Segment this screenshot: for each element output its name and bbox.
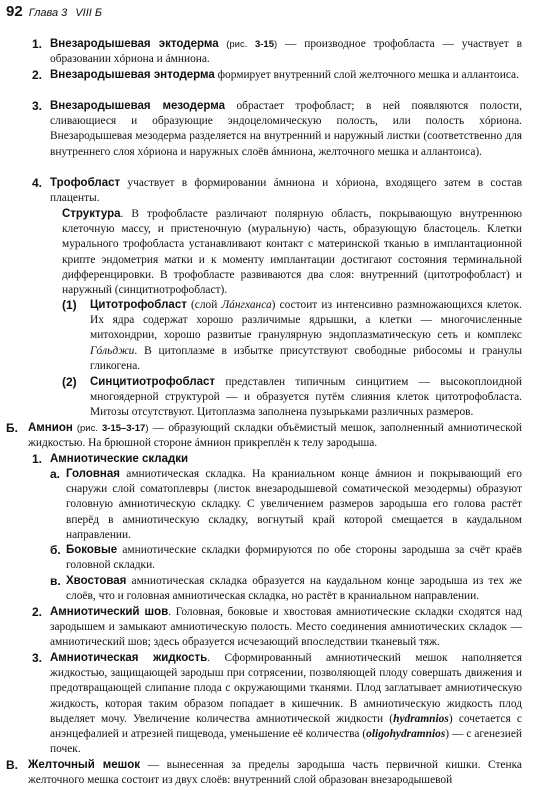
figure-ref: 3-15–3-17 (102, 423, 146, 434)
term: Боковые (66, 544, 118, 556)
chapter-title: Глава 3 (28, 7, 68, 19)
paragraph-amniotic-fluid: Амниотическая жидкость. Сформированный амниотический мешок наполняется жидкостью, защищающей зародыш при сотрясении, позволяющей плоду совершать движения и предотвращающей слипание плода с окружающими тканями. Плод заглатывает амниотическую жидкость, которая таким образом попадает в кишечник. В амниотическую жидкость плод выделяет мочу. Увеличение количества амниотической жидкости (hydramnios) сочетается с анэнцефалией и атрезией пищевода, уменьшение её количества (oligohydramnios) — с агенезией почек. (50, 652, 523, 756)
term: Синцитиотрофобласт (90, 376, 216, 388)
figure-ref: 3-15 (254, 39, 274, 50)
heading-amniotic-folds (50, 452, 522, 467)
page-number: 92 (6, 3, 23, 20)
term: Амниотический шов (50, 606, 169, 618)
section-label: VIII Б (75, 7, 103, 19)
item-number: 1. (32, 37, 43, 51)
running-header (6, 3, 102, 23)
term: Внезародышевая энтодерма (50, 69, 215, 81)
paragraph-yolk-sac: Желточный мешок — вынесенная за пределы зародыша часть первичной кишки. Стенка желточного мешка состоит из двух слоёв: внутренний слой образован внезародышевой (28, 759, 522, 787)
paragraph-lateral-folds: Боковые амниотические складки формируются по обе стороны зародыша за счёт краёв головной складки. (66, 544, 522, 572)
paragraph-structure: Структура. В трофобласте различают полярную область, покрывающую внутреннюю клеточную массу, и пристеночную (муральную) часть, образующую бластоцель. Клетки мурального трофобласта устанавливают контакт с материнской тканью в имплантационной крипте эндометрия матки и к моменту имплантации достигают состояния терминальной дифференцировки. В трофобласте развиваются два слоя: внутренний (цитотрофобласт) и наружный (синцитиотрофобласт). (62, 208, 522, 297)
term: Трофобласт (50, 177, 121, 189)
paragraph-amnion: Амнион (рис. 3-15–3-17) — образующий складки объёмистый мешок, заполненный амниотической жидкостью. На брюшной стороне áмнион прикреплён к телу зародыша. (28, 422, 522, 450)
item-number: б. (50, 543, 61, 557)
term: Цитотрофобласт (90, 299, 187, 311)
term: Головная (66, 468, 120, 480)
term: Хвостовая (66, 575, 127, 587)
paragraph-cytotrophoblast: Цитотрофобласт (слой Лáнгханса) состоит из интенсивно размножающихся клеток. Их ядра содержат хорошо различимые ядрышки, а клетки — многочисленные митохондрии, хорошо развитые гранулярную эндоплазматическую сеть и комплекс Гóльджи. В цитоплазме в избытке присутствуют свободные рибосомы и гранулы гликогена. (90, 299, 522, 372)
term: Амниотические складки (50, 453, 189, 465)
term: Амнион (28, 422, 73, 434)
paragraph-ectoderm: Внезародышевая эктодерма (рис. 3-15) — производное трофобласта — участвует в образовании хóриона и áмниона. (50, 38, 522, 66)
paragraph-trophoblast: Трофобласт участвует в формировании áмниона и хóриона, входящего затем в состав плаценты. (50, 177, 522, 205)
paragraph-endoderm: Внезародышевая энтодерма формирует внутренний слой желточного мешка и аллантоиса. (50, 69, 519, 81)
term: Внезародышевая эктодерма (50, 38, 219, 50)
section-letter: Б. (6, 421, 18, 435)
item-number: 3. (32, 651, 43, 665)
item-number: 2. (32, 605, 43, 619)
section-letter: В. (6, 758, 18, 772)
item-number: (2) (62, 375, 77, 389)
item-number: 2. (32, 68, 43, 82)
term: Внезародышевая мезодерма (50, 100, 225, 112)
term: Желточный мешок (28, 759, 141, 771)
paragraph-tail-fold: Хвостовая амниотическая складка образуется на каудальном конце зародыша из тех же слоёв, что и головная амниотическая складка, но растёт в краниальном направлении. (66, 575, 522, 603)
paragraph-head-fold: Головная амниотическая складка. На краниальном конце áмнион и покрывающий его снаружи слой соматоплевры (листок внезародышевой соматической мезодермы) образуют головную амниотическую складку. С увеличением размеров зародыша его голова растёт вперёд в амниотическую складку, вогнутый край которой смещается в каудальном направлении. (66, 468, 522, 541)
item-number: в. (50, 574, 61, 588)
term: Структура (62, 208, 121, 220)
item-number: а. (50, 467, 61, 481)
paragraph-amniotic-seam: Амниотический шов. Головная, боковые и хвостовая амниотические складки сходятся над зародышем и замыкают амниотическую полость. Место соединения амниотических складок — амниотический шов; здесь образуется исчезающий впоследствии тканевый тяж. (50, 606, 522, 649)
term: Амниотическая жидкость (50, 652, 208, 664)
paragraph-mesoderm: Внезародышевая мезодерма обрастает трофобласт; в ней появляются полости, сливающиеся и образующие эндоцеломическую полость, или полость хóриона. Внезародышевая мезодерма разделяется на внутренний и наружный листки (соответственно для внутреннего слоя хóриона и наружных слоёв áмниона, желточного мешка и аллантоиса). (50, 100, 522, 158)
item-number: 4. (32, 176, 43, 190)
paragraph-syncytiotrophoblast: Синцитиотрофобласт представлен типичным синцитием — высокоплоидной многоядерной структурой — и образуется путём слияния клеток цитотрофобласта. Митозы отсутствуют. Цитоплазма заполнена пузырьками различных размеров. (90, 376, 522, 419)
item-number: (1) (62, 298, 77, 312)
item-number: 3. (32, 99, 43, 113)
item-number: 1. (32, 452, 43, 466)
